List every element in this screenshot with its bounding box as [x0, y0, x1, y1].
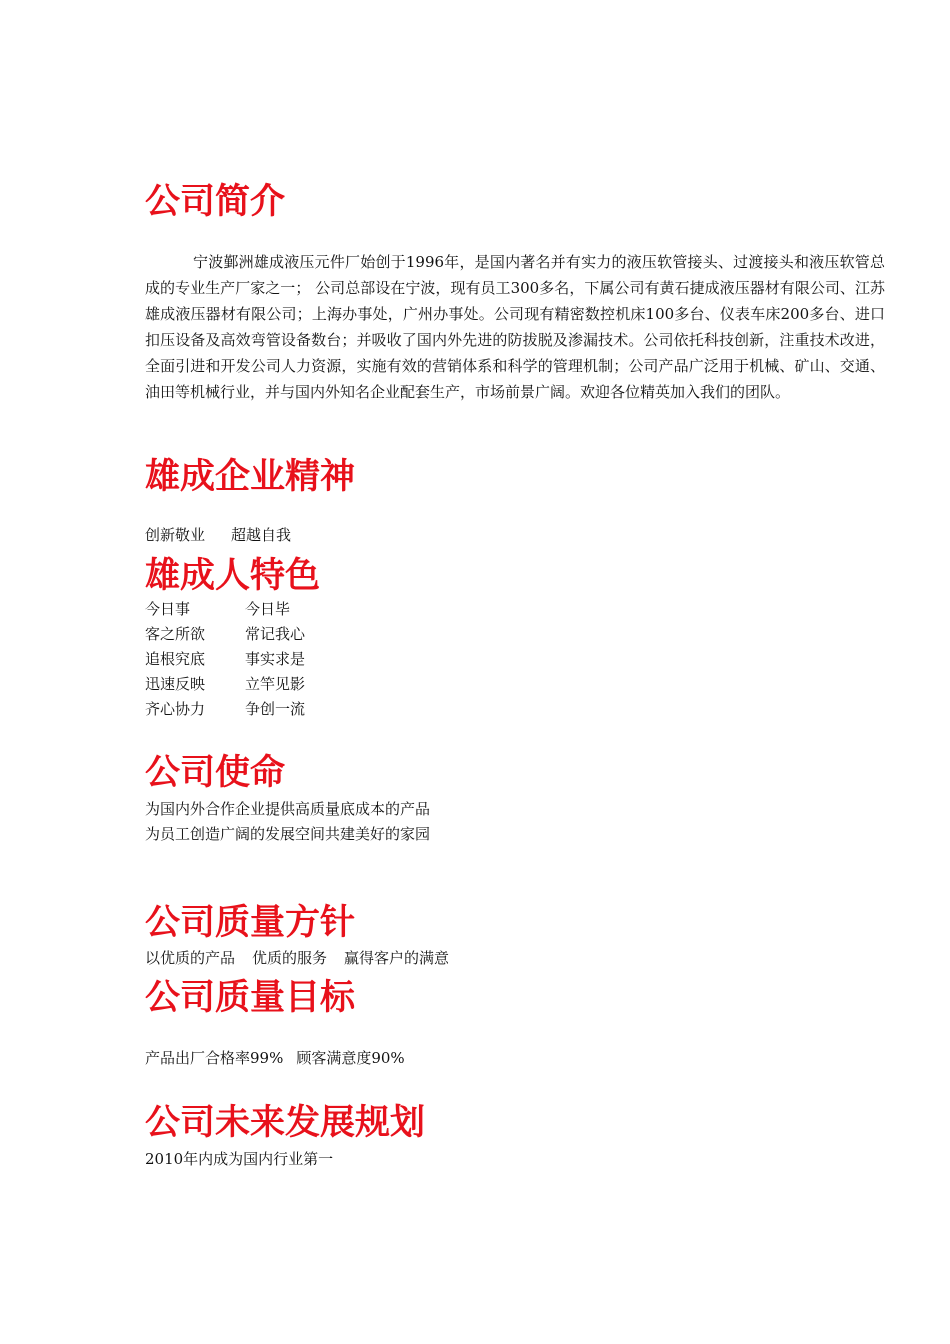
intro-paragraph: 宁波鄞洲雄成液压元件厂始创于1996年，是国内著名并有实力的液压软管接头、过渡接头和液压软管总成的专业生产厂家之一； 公司总部设在宁波，现有员工300多名，下属公司有黄石捷成液压器材有限公司、江苏雄成液压器材有限公司；上海办事处，广州办事处。公司现有精密数控机床100多台、仪表车床200多台、进口扣压设备及高效弯管设备数台；并吸收了国内外先进的防拔脱及渗漏技术。公司依托科技创新，注重技术改进，全面引进和开发公司人力资源，实施有效的营销体系和科学的管理机制；公司产品广泛用于机械、矿山、交通、油田等机械行业，并与国内外知名企业配套生产，市场前景广阔。欢迎各位精英加入我们的团队。 — [145, 253, 885, 401]
mission-line: 为国内外合作企业提供高质量底成本的产品 — [145, 800, 431, 818]
spirit-text — [145, 523, 291, 548]
target-item: 产品出厂合格率99% — [145, 1049, 284, 1067]
trait-right: 事实求是 — [245, 650, 306, 668]
quality-target-heading: 公司质量目标 — [145, 978, 356, 1018]
mission-line: 为员工创造广阔的发展空间共建美好的家园 — [145, 825, 431, 843]
spirit-heading: 雄成企业精神 — [145, 457, 356, 497]
trait-right: 今日毕 — [245, 600, 291, 618]
quality-policy-heading: 公司质量方针 — [145, 903, 356, 943]
target-item: 顾客满意度90% — [296, 1049, 405, 1067]
traits-row — [145, 647, 305, 672]
traits-heading: 雄成人特色 — [145, 556, 321, 596]
traits-row — [145, 672, 305, 697]
spirit-item: 创新敬业 — [145, 526, 206, 544]
trait-left: 追根究底 — [145, 650, 206, 668]
trait-left: 客之所欲 — [145, 625, 206, 643]
intro-heading: 公司简介 — [145, 182, 286, 222]
trait-left: 今日事 — [145, 600, 191, 618]
trait-left: 迅速反映 — [145, 675, 206, 693]
policy-item: 优质的服务 — [252, 949, 328, 967]
traits-row — [145, 697, 305, 722]
trait-right: 立竿见影 — [245, 675, 306, 693]
trait-left: 齐心协力 — [145, 700, 206, 718]
future-text: 2010年内成为国内行业第一 — [145, 1150, 334, 1168]
trait-right: 常记我心 — [245, 625, 306, 643]
policy-item: 赢得客户的满意 — [344, 949, 450, 967]
spirit-item: 超越自我 — [231, 526, 292, 544]
traits-row — [145, 597, 290, 622]
trait-right: 争创一流 — [245, 700, 306, 718]
traits-row — [145, 622, 305, 647]
quality-target-text — [145, 1046, 405, 1071]
future-heading: 公司未来发展规划 — [145, 1103, 426, 1143]
mission-heading: 公司使命 — [145, 753, 286, 793]
quality-policy-text — [145, 946, 449, 971]
policy-item: 以优质的产品 — [145, 949, 236, 967]
